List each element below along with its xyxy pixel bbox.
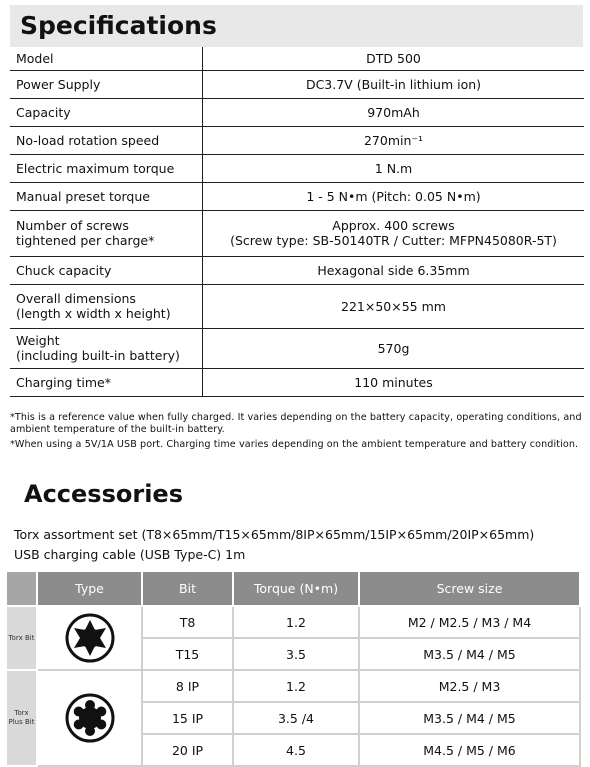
spec-label: Weight bbox=[16, 333, 60, 348]
spec-row bbox=[10, 210, 584, 256]
screw-cell: M2 / M2.5 / M3 / M4 bbox=[359, 606, 580, 638]
spec-value: Approx. 400 screws bbox=[332, 218, 455, 233]
spec-value: 1 N.m bbox=[203, 154, 585, 182]
spec-row bbox=[10, 70, 584, 98]
spec-row bbox=[10, 154, 584, 182]
spec-value: DC3.7V (Built-in lithium ion) bbox=[203, 70, 585, 98]
screw-cell: M2.5 / M3 bbox=[359, 670, 580, 702]
spec-value-line2: (Screw type: SB-50140TR / Cutter: MFPN45080R-5T) bbox=[230, 233, 557, 248]
screw-cell: M3.5 / M4 / M5 bbox=[359, 702, 580, 734]
spec-label-line2: (length x width x height) bbox=[16, 306, 171, 321]
specifications-table bbox=[10, 47, 584, 397]
torque-cell: 3.5 bbox=[233, 638, 359, 670]
table-row bbox=[6, 606, 580, 638]
torx-icon bbox=[64, 612, 116, 664]
spec-label: Power Supply bbox=[10, 70, 203, 98]
spec-row bbox=[10, 126, 584, 154]
footnote: *This is a reference value when fully charged. It varies depending on the battery capacity, operating conditions, and ambient temperature of the built-in battery. bbox=[10, 412, 582, 435]
group-label: Torx Bit bbox=[6, 606, 37, 670]
spec-row bbox=[10, 182, 584, 210]
header-torque: Torque (N•m) bbox=[233, 571, 359, 606]
spec-row bbox=[10, 328, 584, 368]
spec-label: Manual preset torque bbox=[10, 182, 203, 210]
spec-row bbox=[10, 98, 584, 126]
accessory-item: Torx assortment set (T8×65mm/T15×65mm/8IP×65mm/15IP×65mm/20IP×65mm) bbox=[14, 527, 535, 542]
spec-value: 110 minutes bbox=[203, 368, 585, 396]
header-spacer bbox=[6, 571, 37, 606]
bit-cell: 15 IP bbox=[142, 702, 233, 734]
spec-label: No-load rotation speed bbox=[10, 126, 203, 154]
torque-cell: 3.5 /4 bbox=[233, 702, 359, 734]
torque-cell: 1.2 bbox=[233, 670, 359, 702]
spec-label: Charging time* bbox=[10, 368, 203, 396]
header-bit: Bit bbox=[142, 571, 233, 606]
spec-row bbox=[10, 256, 584, 284]
bit-cell: T15 bbox=[142, 638, 233, 670]
spec-row bbox=[10, 284, 584, 328]
bit-cell: 8 IP bbox=[142, 670, 233, 702]
torque-cell: 4.5 bbox=[233, 734, 359, 766]
spec-row bbox=[10, 368, 584, 396]
accessory-item: USB charging cable (USB Type-C) 1m bbox=[14, 547, 246, 562]
spec-label: Overall dimensions bbox=[16, 291, 136, 306]
bit-cell: T8 bbox=[142, 606, 233, 638]
type-cell bbox=[37, 606, 142, 670]
bit-table-header bbox=[6, 571, 580, 606]
type-cell bbox=[37, 670, 142, 766]
spec-value: Hexagonal side 6.35mm bbox=[203, 256, 585, 284]
bit-table bbox=[5, 570, 581, 767]
footnote: *When using a 5V/1A USB port. Charging time varies depending on the ambient temperature and battery condition. bbox=[10, 439, 579, 450]
specifications-title: Specifications bbox=[10, 5, 583, 47]
spec-label: Electric maximum torque bbox=[10, 154, 203, 182]
spec-label: Capacity bbox=[10, 98, 203, 126]
screw-cell: M3.5 / M4 / M5 bbox=[359, 638, 580, 670]
spec-label-line2: tightened per charge* bbox=[16, 233, 155, 248]
group-label: Torx Plus Bit bbox=[6, 670, 37, 766]
spec-value: DTD 500 bbox=[203, 47, 585, 70]
torque-cell: 1.2 bbox=[233, 606, 359, 638]
spec-row bbox=[10, 47, 584, 70]
accessories-title: Accessories bbox=[24, 480, 183, 508]
spec-value: 221×50×55 mm bbox=[203, 284, 585, 328]
spec-value: 1 - 5 N•m (Pitch: 0.05 N•m) bbox=[203, 182, 585, 210]
spec-label-line2: (including built-in battery) bbox=[16, 348, 180, 363]
bit-cell: 20 IP bbox=[142, 734, 233, 766]
spec-value: 570g bbox=[203, 328, 585, 368]
torx-plus-icon bbox=[64, 692, 116, 744]
spec-label: Model bbox=[10, 47, 203, 70]
spec-label: Number of screws bbox=[16, 218, 129, 233]
table-row bbox=[6, 670, 580, 702]
spec-value: 270min⁻¹ bbox=[203, 126, 585, 154]
spec-value: 970mAh bbox=[203, 98, 585, 126]
screw-cell: M4.5 / M5 / M6 bbox=[359, 734, 580, 766]
header-screw-size: Screw size bbox=[359, 571, 580, 606]
footnotes bbox=[10, 412, 588, 454]
spec-label: Chuck capacity bbox=[10, 256, 203, 284]
header-type: Type bbox=[37, 571, 142, 606]
